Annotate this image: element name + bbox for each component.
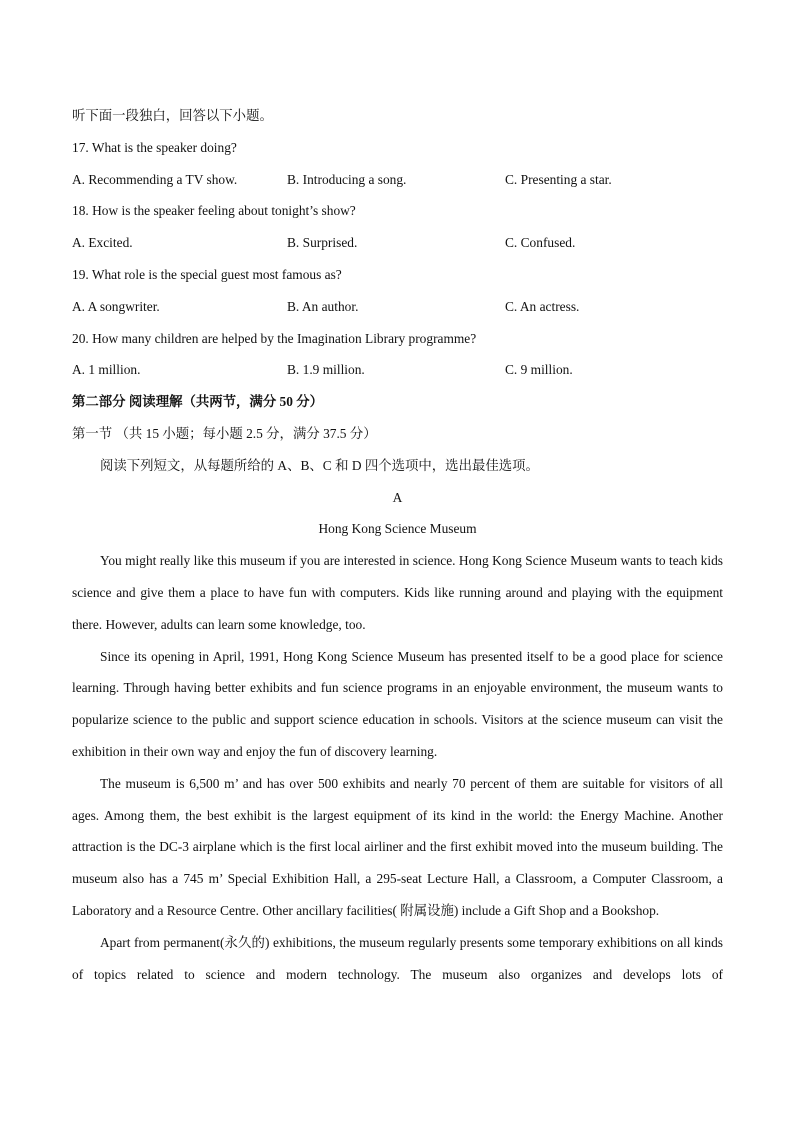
option-17-c: C. Presenting a star.: [505, 171, 612, 187]
option-17-a: A. Recommending a TV show.: [72, 171, 238, 187]
question-20: 20. How many children are helped by the Imagination Library programme?: [72, 330, 477, 346]
paragraph-2: Since its opening in April, 1991, Hong Kong Science Museum has presented itself to be a good place for science learning. Through having better exhibits and fun science programs in an enjoyable environment, the museum wants to popularize science to the public and support science education in schools. Visitors at the science museum can visit the exhibition in their own way and enjoy the fun of discovery learning.: [72, 648, 723, 759]
option-20-c: C. 9 million.: [505, 362, 573, 378]
paragraph-4: Apart from permanent(永久的) exhibitions, the museum regularly presents some temporary exhibitions on all kinds of topics related to science and modern technology. The museum also organizes and develops lots of: [72, 934, 723, 982]
listening-intro: 听下面一段独白，回答以下小题。: [72, 108, 273, 123]
options-17: [72, 164, 723, 196]
option-20-b: B. 1.9 million.: [287, 362, 365, 378]
question-17: 17. What is the speaker doing?: [72, 139, 237, 155]
passage-letter: A: [392, 489, 403, 505]
option-17-b: B. Introducing a song.: [287, 171, 407, 187]
options-20: [72, 354, 723, 386]
option-20-a: A. 1 million.: [72, 362, 141, 378]
document-page: [72, 100, 723, 990]
paragraph-3: The museum is 6,500 m’ and has over 500 exhibits and nearly 70 percent of them are suitable for visitors of all ages. Among them, the best exhibit is the largest equipment of its kind in the world: the Energy Machine. Another attraction is the DC-3 airplane which is the first local airliner and the first exhibit moved into the museum building. The museum also has a 745 m’ Special Exhibition Hall, a 295-seat Lecture Hall, a Classroom, a Computer Classroom, a Laboratory and a Resource Centre. Other ancillary facilities( 附属设施) include a Gift Shop and a Bookshop.: [72, 775, 723, 918]
option-18-c: C. Confused.: [505, 235, 576, 251]
option-19-c: C. An actress.: [505, 298, 580, 314]
section-title: 第一节 （共 15 小题；每小题 2.5 分，满分 37.5 分）: [72, 425, 377, 441]
question-19: 19. What role is the special guest most famous as?: [72, 266, 342, 282]
options-19: [72, 291, 723, 323]
passage-title: Hong Kong Science Museum: [318, 521, 477, 537]
paragraph-1: You might really like this museum if you are interested in science. Hong Kong Science Museum wants to teach kids science and give them a place to have fun with computers. Kids like running around and playing with the equipment there. However, adults can learn some knowledge, too.: [72, 553, 723, 632]
part-title: 第二部分 阅读理解（共两节，满分 50 分）: [72, 394, 324, 410]
option-19-a: A. A songwriter.: [72, 298, 160, 314]
question-18: 18. How is the speaker feeling about tonight’s show?: [72, 203, 356, 219]
option-18-b: B. Surprised.: [287, 235, 358, 251]
option-18-a: A. Excited.: [72, 235, 133, 251]
passage-body: [72, 545, 723, 990]
reading-instruction: 阅读下列短文，从每题所给的 A、B、C 和 D 四个选项中，选出最佳选项。: [100, 457, 539, 473]
option-19-b: B. An author.: [287, 298, 359, 314]
options-18: [72, 227, 723, 259]
